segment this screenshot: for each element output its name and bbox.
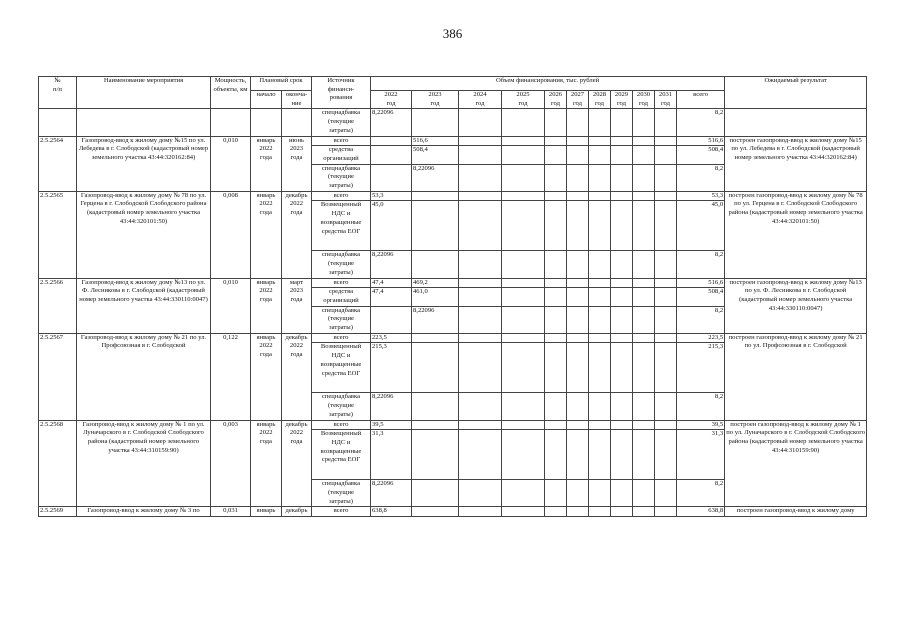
table-row [39, 136, 867, 146]
row-2023: 516,6 [412, 136, 459, 146]
row-year-empty [545, 288, 567, 306]
row-year-empty [589, 507, 611, 517]
row-total: 508,4 [677, 146, 725, 164]
row-source: Возмещенный НДС и возвращенные средства ЕОГ [312, 343, 371, 393]
table-row [39, 507, 867, 517]
header-name: Наименование мероприятия [77, 77, 211, 109]
row-power: 0,010 [211, 136, 251, 191]
row-2022 [371, 164, 412, 191]
row-source: всего [312, 420, 371, 430]
row-year-empty [633, 251, 655, 278]
row-total: 638,8 [677, 507, 725, 517]
row-2023 [412, 251, 459, 278]
row-year-empty [459, 420, 502, 430]
row-year-empty [589, 251, 611, 278]
header-end: оконча- ние [282, 91, 312, 109]
row-year-empty [655, 109, 677, 136]
row-year-empty [655, 333, 677, 343]
row-num: 2.5.2566 [39, 278, 77, 333]
row-result: построен газопровод-ввод к жилому дому №15 по ул. Лебедева в г. Слободской (кадастровый номер земельного участка 43:44:320162:84) [725, 136, 867, 191]
row-source: средства организаций [312, 146, 371, 164]
row-year-empty [459, 164, 502, 191]
header-year: 2022 год [371, 91, 412, 109]
row-year-empty [633, 430, 655, 480]
row-year-empty [611, 136, 633, 146]
row-year-empty [589, 420, 611, 430]
row-2022: 638,8 [371, 507, 412, 517]
row-year-empty [567, 430, 589, 480]
row-2023 [412, 109, 459, 136]
row-year-empty [567, 146, 589, 164]
row-num: 2.5.2569 [39, 507, 77, 517]
row-name: Газопровод-ввод к жилому дому № 21 по ул. Профсоюзная в г. Слободской [77, 333, 211, 420]
header-power: Мощность, объекты, км [211, 77, 251, 109]
row-year-empty [502, 164, 545, 191]
row-year-empty [633, 393, 655, 420]
row-year-empty [611, 306, 633, 333]
row-year-empty [567, 393, 589, 420]
table-body [39, 109, 867, 517]
row-num: 2.5.2565 [39, 191, 77, 278]
row-year-empty [589, 109, 611, 136]
row-year-empty [459, 480, 502, 507]
row-power [211, 109, 251, 136]
row-2023 [412, 507, 459, 517]
row-year-empty [567, 306, 589, 333]
row-year-empty [545, 480, 567, 507]
row-year-empty [589, 306, 611, 333]
row-year-empty [502, 278, 545, 288]
header-year: 2026 год [545, 91, 567, 109]
row-year-empty [502, 420, 545, 430]
header-source: Источник финанси- рования [312, 77, 371, 109]
row-year-empty [589, 393, 611, 420]
row-year-empty [567, 333, 589, 343]
row-year-empty [567, 164, 589, 191]
row-year-empty [545, 164, 567, 191]
row-year-empty [502, 306, 545, 333]
row-year-empty [459, 333, 502, 343]
row-result: построен газопровод-ввод к жилому дому № 1 по ул. Луначарского в г. Слободской Слободского района (кадастровый номер земельного участка 43:44:310159:90) [725, 420, 867, 507]
financing-table [38, 76, 867, 517]
row-year-empty [589, 333, 611, 343]
row-year-empty [545, 507, 567, 517]
row-year-empty [589, 146, 611, 164]
row-result: построен газопровод-ввод к жилому дому № 78 по ул. Герцена в г. Слободской Слободского района (кадастровый номер земельного участка 43:44:320101:50) [725, 191, 867, 278]
row-2022: 215,3 [371, 343, 412, 393]
row-year-empty [589, 430, 611, 480]
row-year-empty [502, 146, 545, 164]
row-2023 [412, 420, 459, 430]
row-year-empty [611, 480, 633, 507]
row-result: построен газопровод-ввод к жилому дому [725, 507, 867, 517]
row-year-empty [502, 333, 545, 343]
row-name [77, 109, 211, 136]
row-year-empty [611, 201, 633, 251]
row-name: Газопровод-ввод к жилому дому № 3 по [77, 507, 211, 517]
row-end: декабрь 2022 года [282, 333, 312, 420]
row-year-empty [459, 109, 502, 136]
row-2022: 223,5 [371, 333, 412, 343]
row-year-empty [655, 393, 677, 420]
row-year-empty [459, 201, 502, 251]
row-year-empty [655, 306, 677, 333]
row-year-empty [545, 343, 567, 393]
row-name: Газопровод-ввод к жилому дому №15 по ул. Лебедева в г. Слободской (кадастровый номер земельного участка 43:44:320162:84) [77, 136, 211, 191]
header-result: Ожидаемый результат [725, 77, 867, 109]
row-year-empty [502, 480, 545, 507]
row-year-empty [589, 343, 611, 393]
header-year: 2030 год [633, 91, 655, 109]
header-year: 2025 год [502, 91, 545, 109]
row-source: всего [312, 333, 371, 343]
row-result: построен газопровод-ввод к жилому дому № 21 по ул. Профсоюзная в г. Слободской [725, 333, 867, 420]
row-total: 508,4 [677, 288, 725, 306]
row-end: декабрь 2022 года [282, 191, 312, 278]
row-source: всего [312, 507, 371, 517]
row-start: январь 2022 года [251, 136, 282, 191]
row-year-empty [567, 136, 589, 146]
row-total: 215,3 [677, 343, 725, 393]
row-year-empty [567, 288, 589, 306]
row-year-empty [545, 136, 567, 146]
row-source: средства организаций [312, 288, 371, 306]
row-year-empty [633, 480, 655, 507]
header-year: 2023 год [412, 91, 459, 109]
row-year-empty [567, 109, 589, 136]
row-total: 516,6 [677, 278, 725, 288]
row-start: январь 2022 года [251, 278, 282, 333]
row-2022: 8,22096 [371, 393, 412, 420]
row-year-empty [502, 393, 545, 420]
row-power: 0,031 [211, 507, 251, 517]
row-year-empty [611, 251, 633, 278]
row-year-empty [502, 430, 545, 480]
row-total: 8,2 [677, 393, 725, 420]
row-name: Газопровод-ввод к жилому дому № 1 по ул. Луначарского в г. Слободской Слободского района (кадастровый номер земельного участка 43:44:310159:90) [77, 420, 211, 507]
row-year-empty [502, 251, 545, 278]
header-year: 2029 год [611, 91, 633, 109]
row-year-empty [502, 191, 545, 201]
row-2023: 508,4 [412, 146, 459, 164]
row-2023 [412, 201, 459, 251]
row-year-empty [655, 278, 677, 288]
row-total: 516,6 [677, 136, 725, 146]
row-source: спецнадбавка (текущие затраты) [312, 251, 371, 278]
row-year-empty [459, 146, 502, 164]
row-year-empty [459, 191, 502, 201]
row-year-empty [655, 146, 677, 164]
row-power: 0,122 [211, 333, 251, 420]
row-total: 39,5 [677, 420, 725, 430]
row-source: Возмещенный НДС и возвращенные средства ЕОГ [312, 201, 371, 251]
row-num: 2.5.2568 [39, 420, 77, 507]
row-end [282, 109, 312, 136]
row-year-empty [611, 507, 633, 517]
header-period: Плановый срок [251, 77, 312, 91]
row-total: 8,2 [677, 164, 725, 191]
row-year-empty [567, 251, 589, 278]
row-year-empty [589, 288, 611, 306]
header-year: 2024 год [459, 91, 502, 109]
row-2023: 8,22096 [412, 164, 459, 191]
row-year-empty [459, 288, 502, 306]
table-row [39, 420, 867, 430]
row-source: всего [312, 136, 371, 146]
row-name: Газопровод-ввод к жилому дому №13 по ул. Ф. Лесникова в г. Слободской (кадастровый номер земельного участка 43:44:330110:0047) [77, 278, 211, 333]
row-2022: 53,3 [371, 191, 412, 201]
row-source: спецнадбавка (текущие затраты) [312, 393, 371, 420]
row-total: 45,0 [677, 201, 725, 251]
table-row [39, 333, 867, 343]
table-row [39, 191, 867, 201]
row-year-empty [589, 480, 611, 507]
row-year-empty [459, 251, 502, 278]
row-start: январь 2022 года [251, 191, 282, 278]
row-num: 2.5.2564 [39, 136, 77, 191]
row-2022: 31,3 [371, 430, 412, 480]
header-num: № п/п [39, 77, 77, 109]
row-start: январь [251, 507, 282, 517]
row-2022 [371, 136, 412, 146]
row-year-empty [459, 343, 502, 393]
row-num: 2.5.2567 [39, 333, 77, 420]
row-year-empty [633, 306, 655, 333]
row-source: спецнадбавка (текущие затраты) [312, 109, 371, 136]
row-year-empty [633, 201, 655, 251]
row-year-empty [655, 343, 677, 393]
row-year-empty [655, 420, 677, 430]
row-year-empty [655, 164, 677, 191]
row-2022: 47,4 [371, 288, 412, 306]
row-year-empty [633, 343, 655, 393]
row-year-empty [589, 278, 611, 288]
row-year-empty [655, 430, 677, 480]
row-2023 [412, 343, 459, 393]
row-year-empty [545, 333, 567, 343]
row-year-empty [633, 507, 655, 517]
row-year-empty [611, 278, 633, 288]
row-year-empty [633, 164, 655, 191]
row-source: Возмещенный НДС и возвращенные средства ЕОГ [312, 430, 371, 480]
row-result: построен газопровод-ввод к жилому дому №13 по ул. Ф. Лесникова в г. Слободской (кадастровый номер земельного участка 43:44:330110:0047) [725, 278, 867, 333]
row-year-empty [589, 201, 611, 251]
row-year-empty [459, 136, 502, 146]
row-2023 [412, 430, 459, 480]
row-year-empty [633, 278, 655, 288]
row-year-empty [545, 420, 567, 430]
row-year-empty [589, 191, 611, 201]
row-2022: 8,22096 [371, 480, 412, 507]
row-year-empty [545, 191, 567, 201]
row-total: 223,5 [677, 333, 725, 343]
row-year-empty [502, 109, 545, 136]
row-total: 8,2 [677, 251, 725, 278]
row-source: всего [312, 278, 371, 288]
row-power: 0,010 [211, 278, 251, 333]
row-year-empty [655, 201, 677, 251]
row-year-empty [611, 288, 633, 306]
row-2022: 8,22096 [371, 109, 412, 136]
row-year-empty [655, 191, 677, 201]
header-year: 2027 год [567, 91, 589, 109]
row-year-empty [655, 288, 677, 306]
row-num [39, 109, 77, 136]
row-year-empty [502, 507, 545, 517]
row-year-empty [633, 288, 655, 306]
row-total: 8,2 [677, 306, 725, 333]
table-header [39, 77, 867, 109]
row-2023 [412, 480, 459, 507]
row-year-empty [633, 420, 655, 430]
row-source: спецнадбавка (текущие затраты) [312, 480, 371, 507]
row-year-empty [611, 430, 633, 480]
row-year-empty [611, 109, 633, 136]
row-year-empty [611, 191, 633, 201]
row-year-empty [567, 343, 589, 393]
row-year-empty [459, 278, 502, 288]
row-year-empty [611, 146, 633, 164]
row-year-empty [611, 393, 633, 420]
row-2022 [371, 146, 412, 164]
table-row [39, 109, 867, 136]
row-source: спецнадбавка (текущие затраты) [312, 306, 371, 333]
row-2022: 45,0 [371, 201, 412, 251]
row-year-empty [545, 251, 567, 278]
row-end: декабрь 2022 года [282, 420, 312, 507]
page-number: 386 [442, 26, 463, 41]
row-year-empty [459, 393, 502, 420]
header-year: 2031 год [655, 91, 677, 109]
row-total: 8,2 [677, 109, 725, 136]
row-year-empty [459, 507, 502, 517]
row-total: 8,2 [677, 480, 725, 507]
row-2023 [412, 393, 459, 420]
row-2023: 8,22096 [412, 306, 459, 333]
row-year-empty [502, 136, 545, 146]
row-total: 53,3 [677, 191, 725, 201]
header-year: 2028 год [589, 91, 611, 109]
row-year-empty [633, 136, 655, 146]
row-year-empty [633, 333, 655, 343]
row-start: январь 2022 года [251, 420, 282, 507]
row-year-empty [545, 278, 567, 288]
table-row [39, 278, 867, 288]
row-2023 [412, 191, 459, 201]
row-power: 0,003 [211, 420, 251, 507]
row-total: 31,3 [677, 430, 725, 480]
header-volume: Объем финансирования, тыс. рублей [371, 77, 725, 91]
row-2022: 39,5 [371, 420, 412, 430]
row-year-empty [611, 343, 633, 393]
row-end: декабрь [282, 507, 312, 517]
row-year-empty [589, 164, 611, 191]
row-year-empty [611, 164, 633, 191]
row-year-empty [567, 191, 589, 201]
row-end: март 2023 года [282, 278, 312, 333]
row-name: Газопровод-ввод к жилому дому № 78 по ул. Герцена в г. Слободской Слободского района (кадастровый номер земельного участка 43:44:320101:50) [77, 191, 211, 278]
row-year-empty [567, 278, 589, 288]
row-source: всего [312, 191, 371, 201]
row-year-empty [633, 191, 655, 201]
row-year-empty [567, 420, 589, 430]
row-2023: 461,0 [412, 288, 459, 306]
header-row [39, 77, 867, 91]
row-2023: 469,2 [412, 278, 459, 288]
row-source: спецнадбавка (текущие затраты) [312, 164, 371, 191]
row-year-empty [545, 109, 567, 136]
row-year-empty [545, 201, 567, 251]
row-year-empty [567, 201, 589, 251]
row-start: январь 2022 года [251, 333, 282, 420]
row-result [725, 109, 867, 136]
row-year-empty [545, 146, 567, 164]
row-year-empty [655, 507, 677, 517]
row-year-empty [611, 420, 633, 430]
row-year-empty [589, 136, 611, 146]
row-2023 [412, 333, 459, 343]
row-start [251, 109, 282, 136]
row-year-empty [459, 430, 502, 480]
row-year-empty [545, 306, 567, 333]
row-year-empty [545, 430, 567, 480]
row-year-empty [502, 288, 545, 306]
row-year-empty [567, 480, 589, 507]
row-power: 0,008 [211, 191, 251, 278]
row-year-empty [611, 333, 633, 343]
row-year-empty [545, 393, 567, 420]
row-end: июнь 2023 года [282, 136, 312, 191]
row-year-empty [655, 480, 677, 507]
row-2022 [371, 306, 412, 333]
row-year-empty [567, 507, 589, 517]
row-year-empty [633, 109, 655, 136]
header-start: начало [251, 91, 282, 109]
header-total: всего [677, 91, 725, 109]
row-year-empty [655, 251, 677, 278]
row-year-empty [459, 306, 502, 333]
row-2022: 8,22096 [371, 251, 412, 278]
row-2022: 47,4 [371, 278, 412, 288]
row-year-empty [502, 201, 545, 251]
row-year-empty [502, 343, 545, 393]
row-year-empty [633, 146, 655, 164]
row-year-empty [655, 136, 677, 146]
